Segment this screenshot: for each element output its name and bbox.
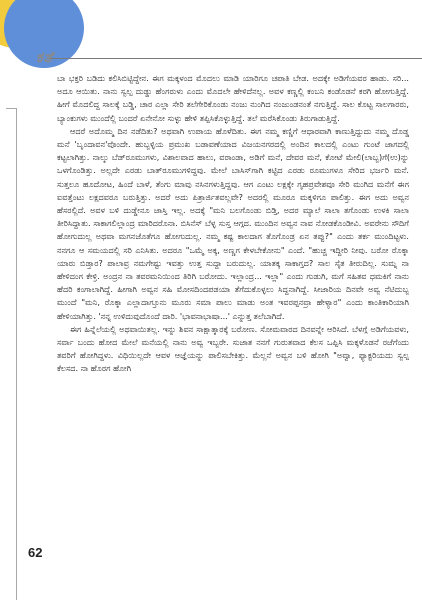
header-rule <box>50 58 422 59</box>
page-number: 62 <box>28 545 43 560</box>
paragraph: ಬಾ ಭಕ್ತರಿ ಬಡಿದು ಕಲಿಸಿಬಿಟ್ಟಿದ್ದೇನ. ಈಗ ಮಕ್ಕಳಂದ ಮೊದಲು ಮಾಡಿ ಯಾರಿಗೂ ಚಪಾತಿ ಬೇಡ. ಅದಕ್ಕೇ ಅಡಿಗೆಯವರ ಹಾಡು. ಸರಿ... ಅದೂ ಆಯಿತು. ನಾನು ಸ್ವಲ್ಪ ದುಡ್ಡು ಹೆಂಗರುಳು ಎಂದು ಮೊದಲೇ ಹೇಳಿದೆನಲ್ಲ. ಅವಳ ಕಣ್ಣಲ್ಲಿ ಕಂಬನಿ ಕಂಡೊಡನೆ ಕರಗಿ ಹೋಗುತ್ತಿದ್ದೆ. ಹೀಗೆ ಮೊದಲಿದ್ದ ಸಾಲಕ್ಕೆ ಬಡ್ಡಿ, ಚಾರ ಎಲ್ಲಾ ಸೇರಿ ತಲೆಗೇರಿಕೊಂಡು ನಂಜು ನುಂಗಿದ ನಂಜುಂಡನಂತೆ ನಗುತ್ತಿದ್ದೆ. ಸಾಲ ಕೊಟ್ಟ ಸಾಲಗಾರರು, ಬ್ಯಾಂಕುಗಳು ಮುಂದೆಲ್ಲಿ ಬಂದರೆ ಏನೇನೋ ಸುಳ್ಳು ಹೇಳಿ ತಪ್ಪಿಸಿಕೊಳ್ಳುತ್ತಿದ್ದೆ. ತಲೆ ಮರೆಸಿಕೊಂಡು ತಿರುಗಾಡುತ್ತಿದ್ದೆ. <box>57 73 409 123</box>
left-margin-tick <box>6 108 16 109</box>
left-margin-rule <box>16 108 17 600</box>
paragraph: ಆದರೆ ಅದೊಮ್ಮ ದಿನ ನಡೆದಿತು? ಅಥವಾಗಿ ಉಪಾಯ ಹೊಳೆದಿತು. ಈಗ ನಮ್ಮ ಕಣ್ಣಿಗೆ ಆಧಾರವಾಗಿ ಕಾಣುತ್ತಿದ್ದುದು ನಮ್ಮ ದೊಡ್ಡ ಮನೆ 'ಬೃಂದಾವನ'ವೊಂದೇ. ಹುಬ್ಬಳ್ಳಿಯ ಪ್ರಮುಖ ಬಡಾವಣೆಯಾದ ವಿಜಯನಗರದಲ್ಲಿ ಅಂದಿನ ಕಾಲದಲ್ಲಿ ಎಂಟು ಗುಂಟೆ ಜಾಗದಲ್ಲಿ ಕಟ್ಟಲಾಗಿತ್ತು. ನಾಲ್ಕು ಬೆಡ್‌ರೂಮುಗಳು, ವಿಶಾಲವಾದ ಹಾಲು, ವರಾಂಡಾ, ಅಡಿಗೆ ಮನೆ, ದೇವರ ಮನೆ, ಕೋಟೆ ಮೇಲಿ(ಲಾಬ್ಬ)ಗೆ(ಉ)ನ್ನು ಒಳಗೊಂಡಿತ್ತು. ಅಲ್ಲದೇ ಎರಡು ಬಾತ್‌ರೂಮುಗಳಿದ್ದವು. ಮೇಲೆ ಬಾಸಿಸ್‌ಗಾಗಿ ಕಟ್ಟಿದ ಎರಡು ರೂಮುಗಳೂ ಸೇರಿದ ಭರ್ಜರಿ ಮನೆ. ಸುತ್ತಲೂ ಹೂದೋಟ, ಹಿಂದೆ ಬಾಳೆ, ತೆಂಗು ಮಾವು ನಸಿನಗಳುತ್ತಿದ್ದವು. ಆಗ ಎಂಟು ಲಕ್ಷಕ್ಕೇ ಗೃಹಪ್ರವೇಶವೂ ಸೇರಿ ಮುಗಿದ ಮನೆಗೆ ಈಗ ಐವತ್ತೆಂಟು ಲಕ್ಷದವರೂ ಬರುತ್ತಿತ್ತು. ಅದರೆ ಅದು ಪಿತ್ರಾರ್ಜಿತವಲ್ಲವೇ? ಅದರಲ್ಲಿ ಮೂರೂ ಮಕ್ಕಳಿಗೂ ಪಾಲಿತ್ತು. ಈಗ ಅದು ಅವ್ವನ ಹೆಸರಲ್ಲಿದೆ. ಅವಳ ಬಳಿ ದುಡ್ಡೇನೂ ಜಾಸ್ತಿ ಇಲ್ಲ. ಅದಕ್ಕೆ "ಮನಿ ಬಲಗೊಂಡು ಬಿಡ್ತಿ, ಅದರ ಮ್ಯಾಲೆ ಸಾಲಾ ತಗೊಂಡು ಉಳಕಿ ಸಾಲಾ ತೀರಿಸಿದ್ದಾತು. ಸಾಕಾಗಲಿಲ್ಲಾಂದ್ರ ಮಾರಿದರೊನಾ. ಬಿಸಿನೆಸ್ ಬೆಳ್ಳ ಸುಸ್ತ ಆಗ್ಗದ. ಮುಂದಿನ ಅವ್ವನ ನಾವ ನೋಡಕೊಂಡೀವಿ. ಅವರೇನು ಸೌದಿಗೆ ಹೋಗುದುಲ್ಲ ಅಥವಾ ಮಗನಜೊತೆಗೂ ಹೋಗುದುಲ್ಲ. ನಮ್ಮ ಕಷ್ಟ ಕಾಲದಾಗ ತೊಗೊಂಡ್ರ ಏನ ತಪ್ಪು?" ಎಂದು ತರ್ಕ ಮುಂದಿಟ್ಟಳು. ನನಗೂ ಆ ಸಮಯದಲ್ಲಿ ಸರಿ ಎನಿಸಿತು. ಅದರೂ "ಒಮ್ಮೆ ಅಕ್ಕ, ಅಣ್ಣಗ ಕೇಳಬೇಕೋನು" ಎಂದೆ. "ಹುಚ್ಚ ಇದ್ದೀರಿ ನೀವು. ಬರೋ ರೊಕ್ಕಾ ಯಾರು ಬಿಡ್ತಾರ? ಪಾಲಾವ್ರ ನಮಗೇಷ್ಟು ಇವತ್ತು ಉತ್ತ ಸುದ್ದಾ ಬರುದುಲ್ಲ. ಯಾತಕ್ಕ ಸಾಕಾಗ್ತದ? ಸಾಲ ಸೈತ ತೀರುದಿಲ್ಲ. ಸುಮ್ನ ನಾ ಹೇಳಿದಂಗ ಕೇಳ್ರಿ. ಅಂದ್ರನ ನಾ ತವರಮನಿಯಿಂದ ತಿರಿಗಿ ಬರೋದು. ಇಲ್ಲಾಂದ್ರ... ಇಲ್ಲಾ" ಎಂದು ಗುಡುಗಿ, ಮಗೆ ಸಹಿತವ ಧಮಕಿಗೆ ನಾನು ಹೆದರಿ ಕಂಗಾಲಾಗಿದ್ದೆ. ಹೀಗಾಗಿ ಅವ್ವನ ಸಹಿ ಮೋಸದಿಂದಪಡಯಾ ತೆಗೆದುಕೊಳ್ಳಲು ಸಿದ್ದನಾಗಿದ್ದೆ. ಸೀಜಾರಿಯ ದಿನವೇ ಅವ್ವ ನೆಟಿದುಬ್ಬ ಮುಂದೆ "ಮನಿ, ರೊಕ್ಕಾ ಎಲ್ಲಾದಾಗ್ತೂನು ಮೂರು ಸಮಾ ಪಾಲು ಮಾಡು ಅಂತ ಇವರಪ್ಪನವ್ರಾ ಹೇಳ್ಯಾರ" ಎಂದು ಕಾಂತಿಕಾರಿಯಾಗಿ ಹೇಳಿಯಾಗಿತ್ತು. 'ನನ್ನ ಉಳಿದುವುದೊಂದೆ ದಾರಿ. 'ಭಾವನಾಭಾಷಾ...' ಎನ್ನುತ್ತ ತಲೆಬಾಗಿದೆ. <box>57 125 409 321</box>
section-label: ಕತೆ <box>36 48 54 66</box>
story-text <box>57 72 409 376</box>
paragraph: ಈಗ ಹಿನ್ನೆಲೆಯಲ್ಲಿ ಅಥವಾಯಿತಲ್ಲ. ಇನ್ನು ಶಿವನ ಸಾಕ್ಷಾತ್ಕಾರಕ್ಕೆ ಬರೋಣ. ಸೋಮವಾರದ ದಿನವನ್ನೇ ಆರಿಸಿದೆ. ಬೆಳಗ್ಗೆ ಅಡಿಗೆಯವಳು, ಸರ್ವಾ ಬಂದು ಹೋದ ಮೇಲೆ ಮನೆಯಲ್ಲಿ ನಾನು ಅವ್ವ ಇಬ್ಬರೇ. ಸುಜಾತ ನನಗೆ ಗುರುತವಾದ ಕೆಲಸ ಒಪ್ಪಿಸಿ ಮಕ್ಕಳೊಡನೆ ರಜೆಗೆಂದು ತವರಿಗೆ ಹೋಗಿದ್ದಳು. ವಿಧಿಯಿಲ್ಲದೇ ಆವಳ ಆಜ್ಞೆಯನ್ನು ಪಾಲಿಸಬೇಕಿತ್ತು. ಮೆಲ್ಲನೆ ಅವ್ವನ ಬಳಿ ಹೋಗಿ "ಅವ್ವಾ, ಫ್ಯಾಕ್ಟರಿಯದು ಸ್ವಲ್ಪ ಕೆಲಸದ. ನಾ ಹೊರಗ ಹೋಗಿ <box>57 323 409 374</box>
